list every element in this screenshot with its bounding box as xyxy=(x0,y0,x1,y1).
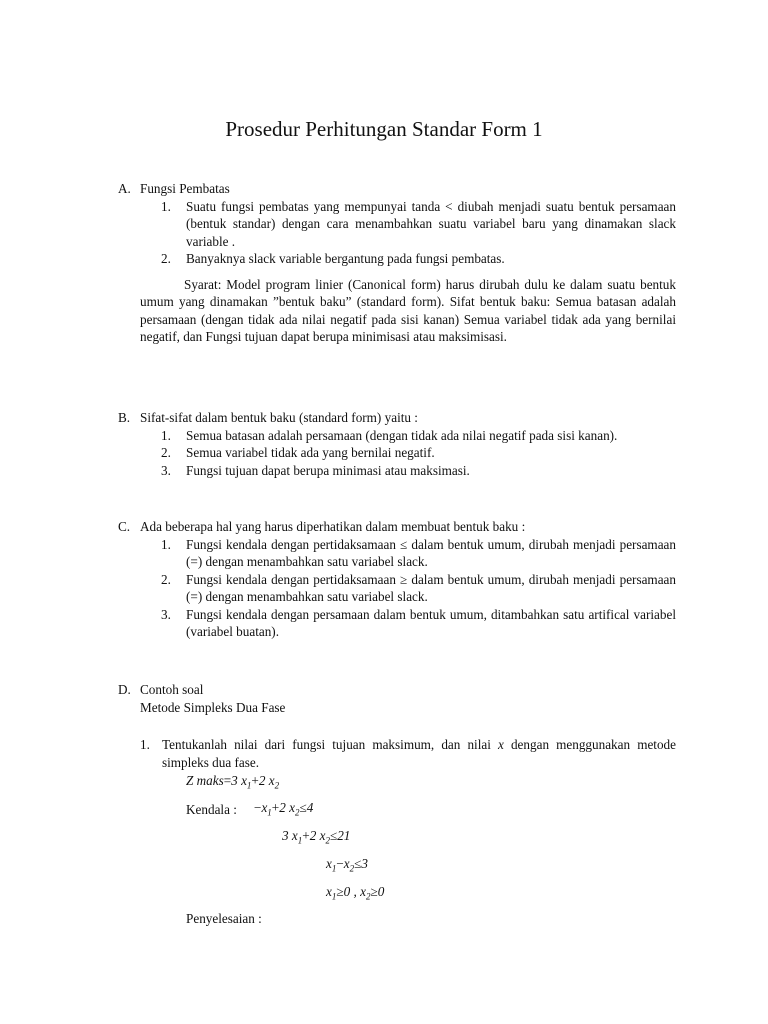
item-list xyxy=(118,536,676,641)
list-item xyxy=(118,536,676,571)
section-letter: B. xyxy=(118,410,131,425)
item-text: Banyaknya slack variable bergantung pada fungsi pembatas. xyxy=(186,251,505,266)
section-heading: Fungsi Pembatas xyxy=(140,181,230,196)
section-subheading: Metode Simpleks Dua Fase xyxy=(140,699,286,715)
problem-list xyxy=(118,736,676,771)
section-a xyxy=(118,180,676,346)
item-number: 2. xyxy=(161,445,171,460)
section-heading: Contoh soal xyxy=(140,682,204,697)
list-item xyxy=(118,606,676,641)
problem-variable: x xyxy=(498,737,504,752)
list-item xyxy=(118,736,676,771)
section-letter: A. xyxy=(118,181,131,196)
kendala-label: Kendala : xyxy=(186,802,237,817)
item-text: Semua variabel tidak ada yang bernilai negatif. xyxy=(186,445,435,460)
item-text: Fungsi kendala dengan pertidaksamaan ≥ dalam bentuk umum, dirubah menjadi persamaan (=) dengan menambahkan satu variabel slack. xyxy=(186,571,676,604)
item-text: Fungsi kendala dengan persamaan dalam bentuk umum, ditambahkan satu artifical variabel (variabel buatan). xyxy=(186,606,676,639)
item-list xyxy=(118,198,676,268)
problem-text: dengan menggunakan metode simpleks dua fase. xyxy=(162,737,677,770)
item-number: 1. xyxy=(161,536,171,552)
constraint-1: $-x_1+2$ $x_2\le 4$ xyxy=(254,800,314,818)
section-paragraph: Syarat: Model program linier (Canonical form) harus dirubah dulu ke dalam suatu bentuk umum yang dinamakan ”bentuk baku” (standard form). Sifat bentuk baku: Semua batasan adalah persamaan (dengan tidak ada nilai negatif pada sisi kanan) Semua variabel tidak ada yang bernilai negatif, dan Fungsi tujuan dapat berupa minimisasi atau maksimisasi. xyxy=(140,276,676,344)
list-item xyxy=(118,571,676,606)
item-list xyxy=(118,427,676,480)
section-b xyxy=(118,409,676,479)
item-number: 1. xyxy=(161,427,171,443)
list-item xyxy=(118,427,676,445)
section-d xyxy=(118,681,676,716)
objective-equation: Z maks=3 $x_1+2$ $x_2$ xyxy=(186,773,280,791)
section-letter: D. xyxy=(118,682,131,697)
item-text: Semua batasan adalah persamaan (dengan tidak ada nilai negatif pada sisi kanan). xyxy=(186,427,618,443)
problem-1 xyxy=(118,736,676,771)
item-text: Fungsi tujuan dapat berupa minimasi atau maksimasi. xyxy=(186,462,470,478)
list-item xyxy=(118,444,676,462)
list-item xyxy=(118,250,676,268)
item-text: Fungsi kendala dengan pertidaksamaan ≤ dalam bentuk umum, dirubah menjadi persamaan (=) dengan menambahkan satu variabel slack. xyxy=(186,536,676,569)
nonnegativity-constraint: $x_1\ge 0$ , $x_2\ge 0$ xyxy=(326,884,385,902)
constraint-3: $x_1-x_2\le 3$ xyxy=(326,856,368,874)
item-number: 3. xyxy=(161,606,171,622)
item-text: Suatu fungsi pembatas yang mempunyai tanda < diubah menjadi suatu bentuk persamaan (bentuk standar) dengan cara menambahkan suatu variabel baru yang dinamakan slack variable . xyxy=(186,198,676,249)
item-number: 1. xyxy=(140,737,150,752)
constraint-2: 3 $x_1+2$ $x_2\le 21$ xyxy=(282,828,351,846)
item-number: 3. xyxy=(161,462,171,478)
problem-text: Tentukanlah nilai dari fungsi tujuan maksimum, dan nilai xyxy=(162,737,498,752)
item-number: 2. xyxy=(161,251,171,266)
section-c xyxy=(118,518,676,641)
list-item xyxy=(118,462,676,480)
penyelesaian-label: Penyelesaian : xyxy=(186,911,262,926)
page-title: Prosedur Perhitungan Standar Form 1 xyxy=(225,117,543,141)
list-item xyxy=(118,198,676,251)
section-letter: C. xyxy=(118,519,131,534)
section-heading: Ada beberapa hal yang harus diperhatikan dalam membuat bentuk baku : xyxy=(140,519,526,534)
item-number: 1. xyxy=(161,198,171,214)
item-number: 2. xyxy=(161,571,171,587)
section-heading: Sifat-sifat dalam bentuk baku (standard form) yaitu : xyxy=(140,410,418,425)
